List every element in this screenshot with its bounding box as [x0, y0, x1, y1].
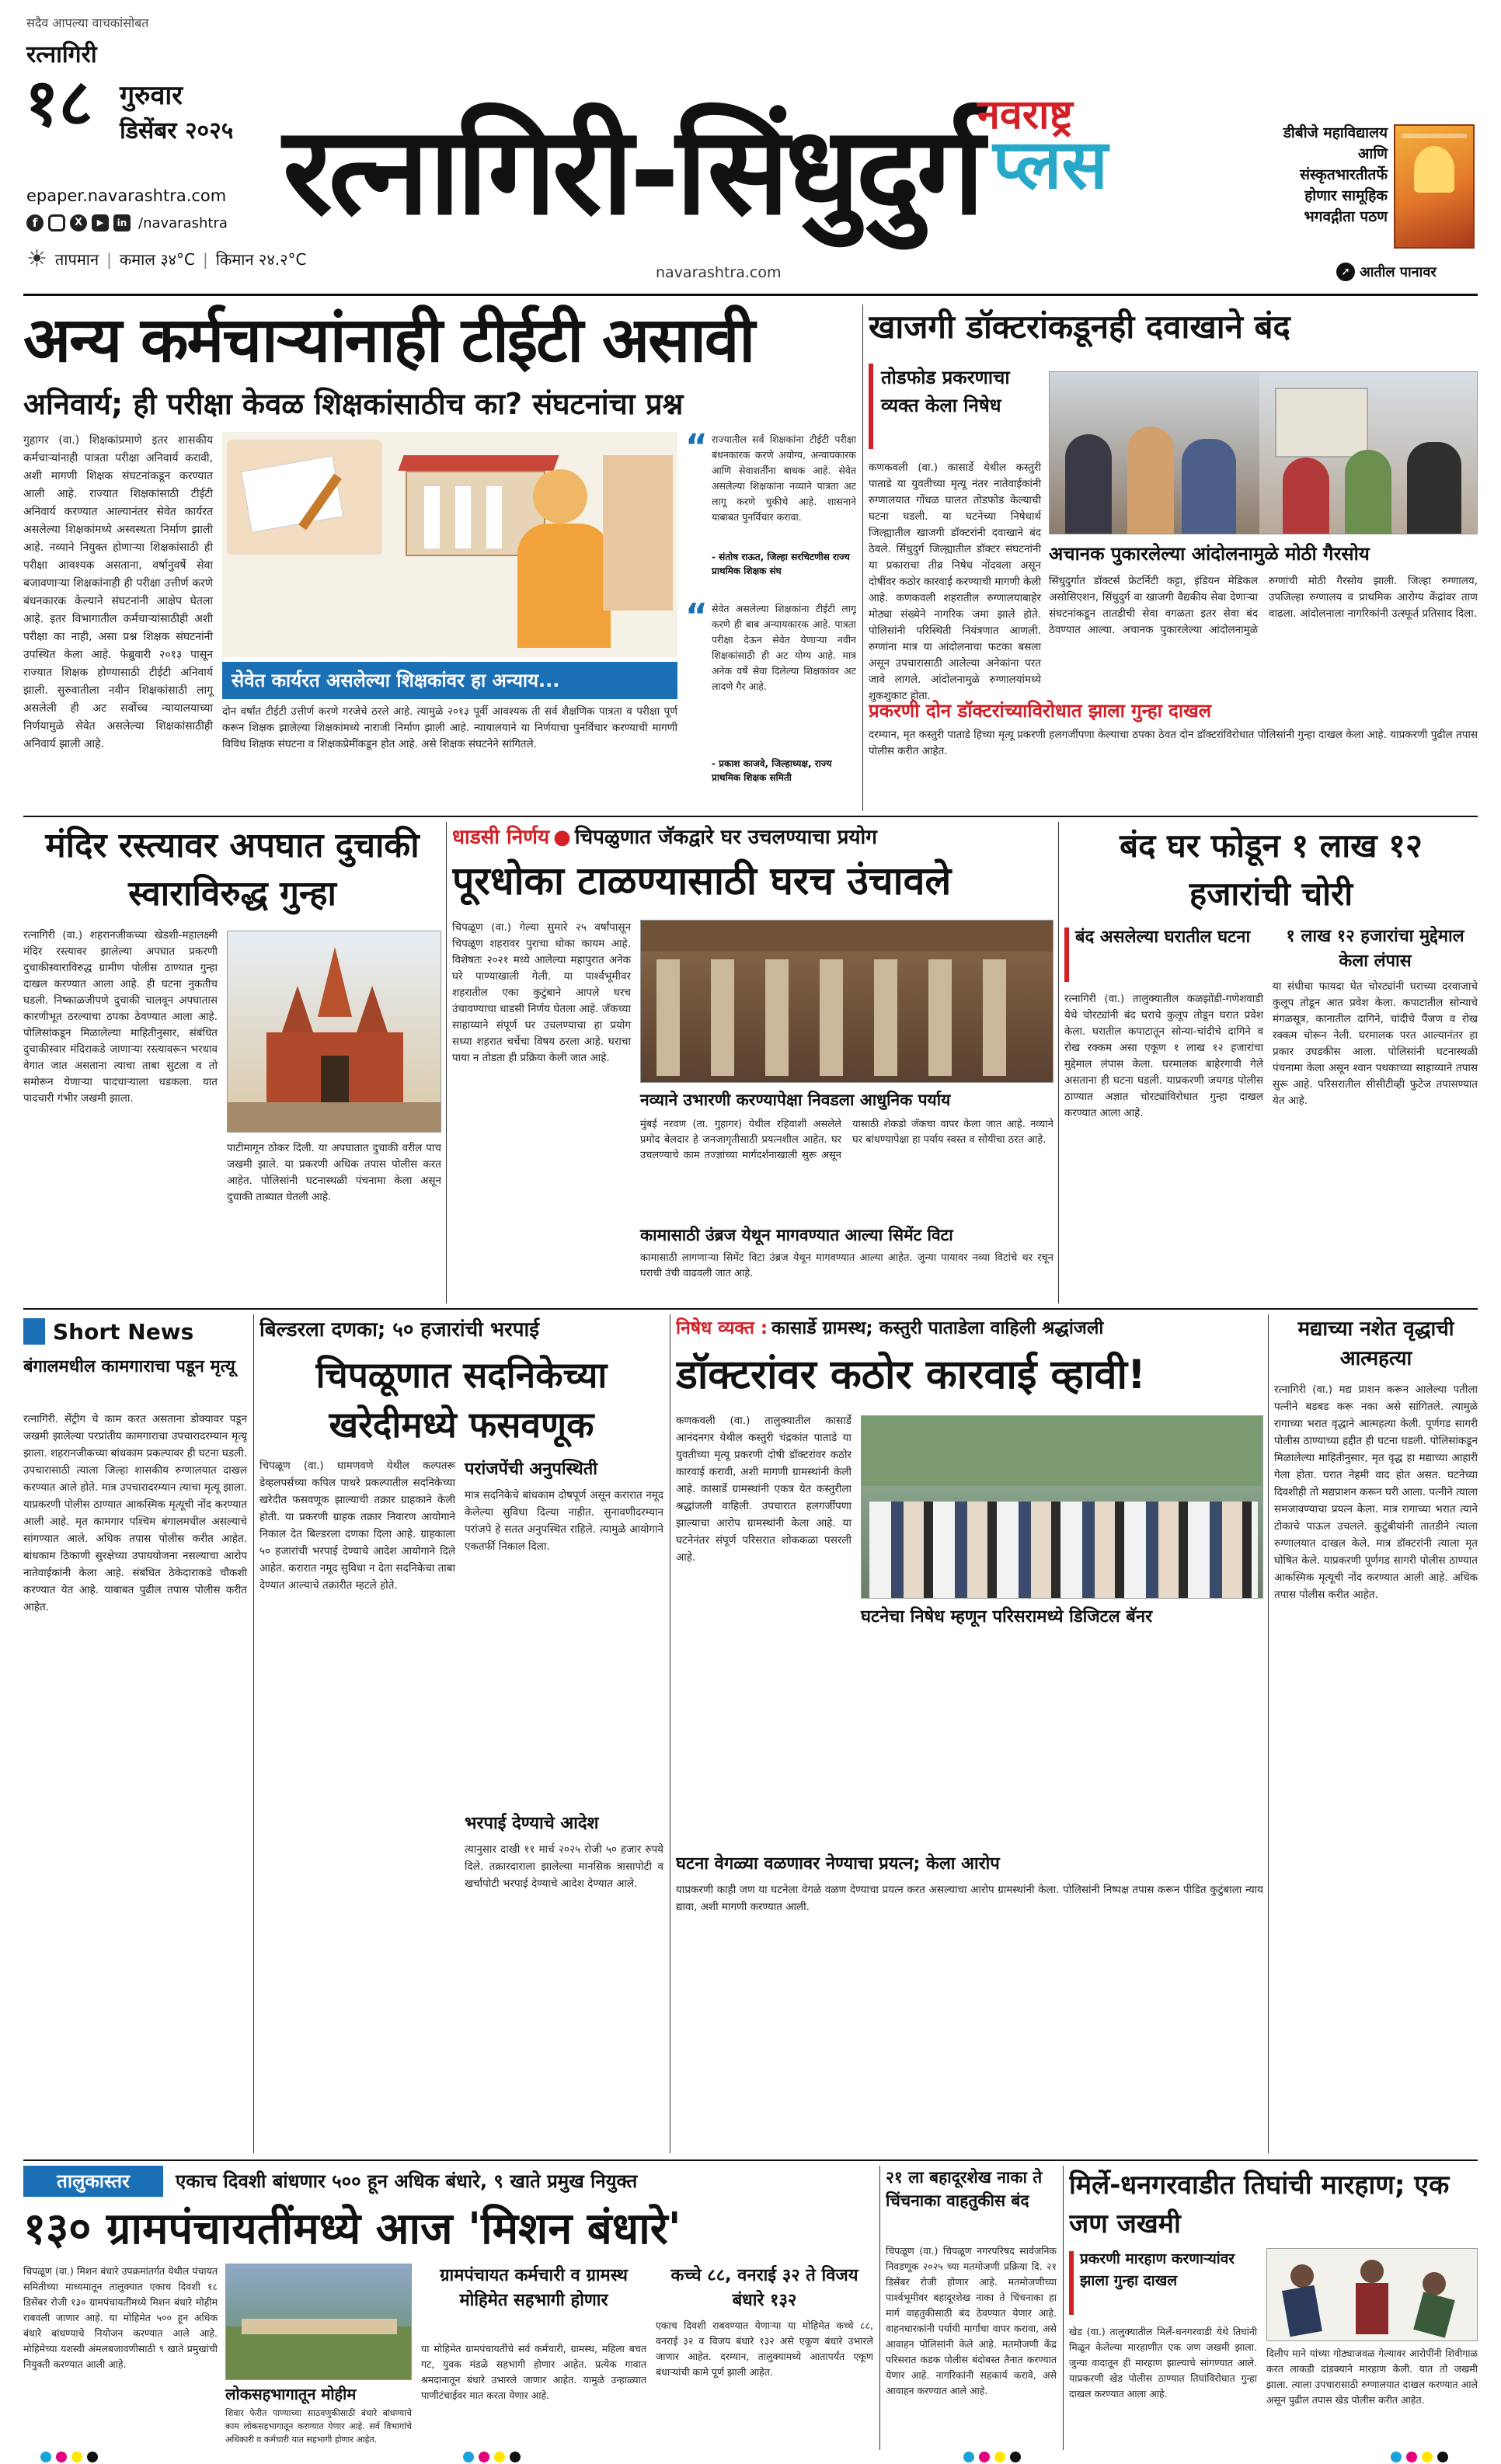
- doctor2-body: कणकवली (वा.) तालुक्यातील कासार्डे आनंदनगर येथील कस्तुरी चंद्रकांत पाताडे या युवतीच्या मृत्यू प्रकरणी दोषी डॉक्टरांवर कठोर कारवाई करावी, अशी मागणी ग्रामस्थांनी केली आहे. कासार्डे ग्रामस्थांनी एकत्र येत कस्तुरीला श्रद्धांजली वाहिली. उपचारात हलगर्जीपणा झाल्याचा आरोप ग्रामस्थांनी केला आहे. या घटनेनंतर संपूर्ण परिसरात शोककळा पसरली आहे.: [676, 1415, 851, 1564]
- promo-ad[interactable]: [1282, 123, 1478, 286]
- short-news: [23, 1314, 247, 2153]
- doctor2-photo-caption: घटनेचा निषेध म्हणून परिसरामध्ये डिजिटल बॅनर: [861, 1607, 1153, 1627]
- house-body: चिपळूण (वा.) गेल्या सुमारे २५ वर्षांपासून चिपळूण शहरावर पुराचा धोका कायम आहे. विशेषतः २०२१ मध्ये आलेल्या महापुरात अनेक घरे पाण्याखाली गेली. या पार्श्वभूमीवर शहरातील एका कुटुंबाने आपले घरच उंचावण्याचा धाडसी निर्णय घेतला आहे. जॅकच्या साहाय्याने संपूर्ण घर उचलण्याचा हा प्रयोग सध्या शहरात चर्चेचा विषय ठरला आहे. घराचा पाया न तोडता ही प्रक्रिया केली जात आहे.: [452, 921, 631, 1064]
- quote-block-2: [685, 597, 856, 805]
- dams-col-body: एकाच दिवशी राबवण्यात येणाऱ्या या मोहिमेत कच्चे ८८, वनराई ३२ व विजय बंधारे १३२ असे एकूण बंधारे उभारले जाणार आहेत. दरम्यान, तालुक्यामध्ये आतापर्यंत एकूण बंधाऱ्यांची कामे पूर्ण झाली आहेत.: [656, 2320, 873, 2378]
- dams-story: [23, 2166, 873, 2450]
- house-photo: [640, 920, 1053, 1083]
- doctor2-headline: डॉक्टरांवर कठोर कारवाई व्हावी!: [676, 1352, 1146, 1398]
- dams-headline: १३० ग्रामपंचायतींमध्ये आज 'मिशन बंधारे': [23, 2204, 681, 2254]
- bus-body: चिपळूण (वा.) चिपळूण नगरपरिषद सार्वजनिक निवडणूक २०२५ च्या मतमोजणी प्रक्रिया दि. २१ डिसेंबर रोजी होणार आहे. मतमोजणीच्या पार्श्वभूमीवर बहादूरशेख नाका ते चिंचनाका हा मार्ग वाहतुकीसाठी बंद ठेवण्यात येणार आहे. वाहनधारकांनी पर्यायी मार्गांचा वापर करावा, असे आवाहन पोलिसांनी केले आहे. मतमोजणी केंद्र परिसरात कडक पोलीस बंदोबस्त तैनात करण्यात येणार आहे. नागरिकांनी सहकार्य करावे, असे आवाहन करण्यात आले आहे.: [886, 2245, 1057, 2396]
- weather-label: तापमान: [54, 250, 99, 269]
- house-photo-caption: नव्याने उभारणी करण्यापेक्षा निवडला आधुनिक पर्याय: [640, 1091, 951, 1109]
- theft-sub: १ लाख १२ हजारांचा मुद्देमाल केला लंपास: [1286, 927, 1464, 971]
- short-news-label-row: [23, 1314, 247, 1349]
- doctor-sub: प्रकरणी दोन डॉक्टरांच्याविरोधात झाला गुन्हा दाखल: [869, 700, 1212, 722]
- linkedin-icon[interactable]: in: [113, 214, 131, 231]
- drunk-headline: मद्याच्या नशेत वृद्धाची आत्महत्या: [1297, 1317, 1454, 1370]
- theft-story: [1064, 822, 1478, 1303]
- house-sub: कामासाठी उंब्रज येथून मागवण्यात आल्या सिमेंट विटा: [640, 1226, 953, 1244]
- quote-mark-icon: “: [685, 427, 708, 467]
- doctor2-sub: घटना वेगळ्या वळणावर नेण्याचा प्रयत्न; केला आरोप: [676, 1854, 1000, 1874]
- dams-col-title: कच्चे ८८, वनराई ३२ ते विजय बंधारे १३२: [670, 2266, 858, 2310]
- sun-icon: ☀: [26, 245, 47, 273]
- theft-headline: बंद घर फोडून १ लाख १२ हजारांची चोरी: [1120, 827, 1423, 913]
- doctor2-kicker-2: कासार्डे ग्रामस्थ; कस्तुरी पाताडेला वाहिली श्रद्धांजली: [771, 1318, 1104, 1338]
- suicide-story: [1274, 1314, 1478, 2153]
- epaper-url[interactable]: epaper.navarashtra.com: [26, 186, 227, 205]
- builder-sub-2: भरपाई देण्याचे आदेश: [465, 1814, 599, 1833]
- fight-headline: मिर्ले-धनगरवाडीत तिघांची मारहाण; एक जण जखमी: [1069, 2170, 1450, 2240]
- facebook-icon[interactable]: f: [26, 214, 44, 231]
- doctor-body-2: सिंधुदुर्गात डॉक्टर्स फ्रेटर्निटी कट्टा, इंडियन मेडिकल असोसिएशन, सिंधुदुर्ग वा खाजगी वैद्यकीय सेवा देणाऱ्या संघटनांकडून तातडीची सेवा वगळता इतर सेवा बंद ठेवण्यात आल्या. अचानक पुकारलेल्या आंदोलनामुळे रुग्णांची मोठी गैरसोय झाली. जिल्हा रुग्णालय, उपजिल्हा रुग्णालय व प्राथमिक आरोग्य केंद्रांवर ताण वाढला. आंदोलनाला नागरिकांनी उत्स्फूर्त प्रतिसाद दिला.: [1049, 575, 1478, 636]
- edition-name: रत्नागिरी: [26, 41, 97, 68]
- promo-text: डीबीजे महाविद्यालय आणि संस्कृतभारतीतर्फे होणार सामूहिक भगवद्गीता पठण: [1283, 124, 1388, 225]
- lead-story: [23, 301, 856, 811]
- banner-body: दोन वर्षांत टीईटी उत्तीर्ण करणे गरजेचे ठरले आहे. त्यामुळे २०१३ पूर्वी आवश्यक ती सर्व शैक्षणिक पात्रता व परीक्षा पूर्ण करून शिक्षक झालेल्या शिक्षकांमध्ये नाराजी निर्माण झाली आहे. न्यायालयाने या निर्णयाचा पुनर्विचार करण्याची मागणी विविध शिक्षक संघटना व शिक्षकप्रेमींकडून होत आहे. असे शिक्षक संघटनेने सांगितले.: [222, 705, 677, 750]
- lead-illustration: [222, 432, 677, 657]
- promo-byline: ➚ आतील पानावर: [1336, 263, 1437, 281]
- doctor2-kicker-row: [676, 1314, 1263, 1345]
- brand-top: नवराष्ट्र: [977, 92, 1073, 138]
- tagline: सदैव आपल्या वाचकांसोबत: [26, 16, 149, 30]
- traffic-story: [886, 2166, 1057, 2450]
- doctor2-kicker: निषेध व्यक्त :: [676, 1318, 768, 1338]
- lead-body: गुहागर (वा.) शिक्षकांप्रमाणे इतर शासकीय कर्मचाऱ्यांनाही पात्रता परीक्षा अनिवार्य करावी, अशी मागणी शिक्षक संघटनांकडून करण्यात आली आहे. राज्यात शिक्षकांसाठी टीईटी अनिवार्य करण्यात आल्यानंतर सेवेत कार्यरत असलेल्या शिक्षकांमध्ये अस्वस्थता निर्माण झाली आहे. नव्याने नियुक्त होणाऱ्या शिक्षकांसाठी ही परीक्षा आवश्यक असताना, वर्षानुवर्षे सेवा बजावणाऱ्या शिक्षकांनाही ही परीक्षा उत्तीर्ण करणे बंधनकारक केल्याने संघटनांनी आक्षेप घेतला आहे. इतर विभागातील कर्मचाऱ्यांसाठीही अशी परीक्षा का नाही, असा प्रश्न शिक्षक संघटनांनी उपस्थित केला आहे. फेब्रुवारी २०१३ पासून राज्यात शिक्षक होण्यासाठी टीईटी अनिवार्य झाली. सुरुवातीला नवीन शिक्षकांसाठी लागू असलेली ही अट सर्वोच्च न्यायालयाच्या निर्णयामुळे सेवेत असलेल्या शिक्षकांसाठीही अनिवार्य झाली आहे.: [23, 434, 213, 750]
- lead-headline: अन्य कर्मचाऱ्यांनाही टीईटी असावी: [23, 304, 754, 376]
- brand-bottom: प्लस: [993, 124, 1108, 204]
- dams-photo: [225, 2264, 412, 2380]
- house-kicker-2: चिपळुणात जॅकद्वारे घर उचलण्याचा प्रयोग: [574, 826, 877, 849]
- bus-headline: २१ ला बहादूरशेख नाका ते चिंचनाका वाहतुकीस बंद: [886, 2168, 1043, 2210]
- paper-title: रत्नागिरी-सिंधुदुर्ग: [283, 100, 981, 242]
- builder-kicker: बिल्डरला दणका; ५० हजारांची भरपाई: [259, 1318, 540, 1342]
- doctor-action-story: [676, 1314, 1263, 2153]
- house-body-2: मुंबई नरवण (ता. गुहागर) येथील रहिवाशी असलेले प्रमोद बेलदार हे जनजागृतीसाठी प्रयत्नशील आहेत. घर उचलण्याचे काम तज्ज्ञांच्या मार्गदर्शनाखाली सुरू असून यासाठी शेकडो जॅकचा वापर केला जात आहे. नव्याने घर बांधण्यापेक्षा हा पर्याय स्वस्त व सोयीचा ठरत आहे.: [640, 1119, 1053, 1161]
- builder-sub-body: मात्र सदनिकेचे बांधकाम दोषपूर्ण असून करारात नमूद केलेल्या सुविधा दिल्या नाहीत. सुनावणीदरम्यान परांजपे हे सतत अनुपस्थित राहिले. त्यामुळे आयोगाने एकतर्फी निकाल दिला.: [465, 1489, 663, 1553]
- fight-illustration: [1266, 2248, 1478, 2341]
- temple-body-2: पाटीमागून ठोकर दिली. या अपघातात दुचाकी वरील पाच जखमी झाले. या प्रकरणी अधिक तपास पोलीस करत आहेत. पोलिसांनी घटनास्थळी पंचनामा केला असून दुचाकी ताब्यात घेतली आहे.: [227, 1142, 441, 1203]
- quote1-text: राज्यातील सर्व शिक्षकांना टीईटी परीक्षा बंधनकारक करणे अयोग्य, अन्यायकारक आणि सेवाशर्तींना बाधक आहे. सेवेत असलेल्या शिक्षकांना नव्याने पात्रता अट लागू करणे चुकीचे आहे. शासनाने याबाबत पुनर्विचार करावा.: [712, 433, 856, 523]
- theft-tag: बंद असलेल्या घरातील घटना: [1075, 927, 1251, 947]
- temp-min: किमान २४.२°C: [215, 250, 307, 269]
- social-handle[interactable]: /navarashtra: [138, 214, 228, 231]
- house-sub-body: कामासाठी लागणाऱ्या सिमेंट विटा उंब्रज येथून मागवण्यात आल्या आहेत. जुन्या पायावर नव्या विटांचे थर रचून घराची उंची वाढवली जात आहे.: [640, 1252, 1053, 1279]
- dams-photo-body: शिवार फेरीत पाण्याच्या साठवणुकीसाठी बंधारे बांधण्याचे काम लोकसहभागातून करण्यात येणार आहे. सर्व विभागांचे अधिकारी व कर्मचारी यात सहभागी होणार आहेत.: [225, 2408, 412, 2445]
- month-year: डिसेंबर २०२५: [120, 117, 234, 144]
- lead-banner: [222, 662, 677, 805]
- lead-subhead: अनिवार्य; ही परीक्षा केवळ शिक्षकांसाठीच का? संघटनांचा प्रश्न: [23, 387, 684, 421]
- temple-body: रत्नागिरी (वा.) शहरानजीकच्या खेडशी-महालक्ष्मी मंदिर रस्त्यावर झालेल्या अपघात प्रकरणी दुचाकीस्वाराविरुद्ध ग्रामीण पोलीस ठाण्यात गुन्हा दाखल करण्यात आला आहे. ही घटना नुकतीच घडली. निष्काळजीपणे दुचाकी चालवून अपघातास कारणीभूत ठरल्याचा ठपका ठेवण्यात आला आहे. पोलिसांकडून मिळालेल्या माहितीनुसार, संबंधित दुचाकीस्वार मंदिराकडे जाणाऱ्या रस्त्यावरून भरधाव वेगात जात असताना त्याचा ताबा सुटला व तो समोरून येणाऱ्या पादचाऱ्याला धडकला. यात पादचारी गंभीर जखमी झाला.: [23, 929, 218, 1105]
- drunk-body: रत्नागिरी (वा.) मद्य प्राशन करून आलेल्या पतीला पत्नीने बडबड करू नका असे सांगितले. त्यामुळे रागाच्या भरात वृद्धाने आत्महत्या केली. पूर्णगड सागरी पोलीस ठाण्याच्या हद्दीत ही घटना घडली. पोलिसांकडून मिळालेल्या माहितीनुसार, मृत वृद्ध हा मद्याच्या आहारी गेला होता. घरात नेहमी वाद होत असत. घटनेच्या दिवशीही तो मद्यप्राशन करून घरी आला. पत्नीने त्याला समजावण्याचा प्रयत्न केला. मात्र रागाच्या भरात त्याने टोकाचे पाऊल उचलले. कुटुंबीयांनी तातडीने त्याला रुग्णालयात दाखल केले. मात्र डॉक्टरांनी त्याला मृत घोषित केले. याप्रकरणी पूर्णगड सागरी पोलीस ठाण्यात आकस्मिक मृत्यूची नोंद करण्यात आली आहे. अधिक तपास पोलीस करीत आहेत.: [1274, 1383, 1478, 1601]
- doctor2-sub-body: याप्रकरणी काही जण या घटनेला वेगळे वळण देण्याचा प्रयत्न करत असल्याचा आरोप ग्रामस्थांनी केला. पोलिसांनी निष्पक्ष तपास करून पीडित कुटुंबाला न्याय द्यावा, अशी मागणी करण्यात आली.: [676, 1884, 1263, 1913]
- fight-body: खेड (वा.) तालुक्यातील मिर्ले-धनगरवाडी येथे तिघांनी मिळून केलेल्या मारहाणीत एक जण जखमी झाला. जुन्या वादातून ही मारहाण झाल्याचे सांगण्यात आले. याप्रकरणी खेड पोलीस ठाण्यात तिघांविरोधात गुन्हा दाखल करण्यात आला आहे.: [1069, 2326, 1257, 2400]
- twitter-icon[interactable]: X: [70, 214, 87, 231]
- house-kicker-row: धाडसी निर्णय ● चिपळुणात जॅकद्वारे घर उचलण्याचा प्रयोग: [452, 826, 877, 849]
- dams-kicker: एकाच दिवशी बांधणार ५०० हून अधिक बंधारे, ९ खाते प्रमुख नियुक्त: [176, 2170, 638, 2192]
- temp-max: कमाल ३४°C: [119, 250, 196, 269]
- house-kicker: धाडसी निर्णय: [452, 826, 550, 849]
- fight-body-2: दिलीप माने यांच्या गोठ्याजवळ गेल्यावर आरोपींनी शिवीगाळ करत लाकडी दांडक्याने मारहाण केली. यात तो जखमी झाला. त्याला उपचारासाठी रुग्णालयात दाखल करण्यात आले असून पुढील तपास खेड पोलीस करीत आहेत.: [1266, 2347, 1478, 2406]
- sn-logo-icon: [23, 1318, 45, 1345]
- theft-body: रत्नागिरी (वा.) तालुक्यातील कळझोंडी-गणेशवाडी येथे चोरट्यांनी बंद घराचे कुलूप तोडून घरात प्रवेश केला. घरातील कपाटातून सोन्या-चांदीचे दागिने व रोख रक्कम असा एकूण १ लाख १२ हजारांचा मुद्देमाल लंपास केला. घरमालक बाहेरगावी गेले असताना ही घटना घडली. याप्रकरणी जयगड पोलीस ठाण्यात अज्ञात चोरट्यांविरोधात गुन्हा दाखल करण्यात आला आहे.: [1064, 993, 1263, 1119]
- doctor2-photo: [861, 1415, 1263, 1599]
- dams-body: चिपळूण (वा.) मिशन बंधारे उपक्रमांतर्गत येथील पंचायत समितीच्या माध्यमातून तालुक्यात एकाच दिवशी १८ डिसेंबर रोजी १३० ग्रामपंचायतींमध्ये मिशन बंधारे मोहीम राबवली जाणार आहे. या मोहिमेत ५०० हून अधिक बंधारे बांधण्याचे नियोजन करण्यात आले आहे. मोहिमेच्या यशस्वी अंमलबजावणीसाठी ९ खाते प्रमुखांची नियुक्ती करण्यात आली आहे.: [23, 2265, 218, 2370]
- quote2-byline: - प्रकाश काजवे, जिल्हाध्यक्ष, राज्य प्राथमिक शिक्षक समिती: [712, 758, 832, 783]
- weekday: गुरुवार: [120, 80, 183, 111]
- quote2-text: सेवेत असलेल्या शिक्षकांना टीईटी लागू करणे ही बाब अन्यायकारक आहे. पात्रता परीक्षा देऊन सेवेत येणाऱ्या नवीन शिक्षकांसाठी ही अट योग्य आहे. मात्र अनेक वर्षे सेवा दिलेल्या शिक्षकांवर अट लादणे गैर आहे.: [712, 603, 856, 692]
- registration-marks-center: [463, 2452, 521, 2462]
- short-news-label: Short News: [53, 1318, 194, 1345]
- quote-block-1: [685, 427, 856, 592]
- short-news-body: रत्नागिरी. सेंट्रीग चे काम करत असताना डोक्यावर पडून जखमी झालेल्या परप्रांतीय कामगाराचा उपचारादरम्यान मृत्यू झाला. शहरानजीकच्या बांधकाम प्रकल्पावर ही घटना घडली. उपचारासाठी त्याला जिल्हा शासकीय रुग्णालयात दाखल करण्यात आले होते. मात्र उपचारादरम्यान त्याचा मृत्यू झाला. याप्रकरणी पोलीस ठाण्यात आकस्मिक मृत्यूची नोंद करण्यात आली आहे. मृत कामगार पश्चिम बंगालमधील असल्याचे सांगण्यात आले. अधिक तपास पोलीस करीत आहेत. बांधकाम ठिकाणी सुरक्षेच्या उपाययोजना नसल्याचा आरोप नातेवाईकांनी केला आहे. संबंधित ठेकेदाराकडे चौकशी करण्यात येत आहे. याबाबत पुढील तपास पोलीस करीत आहेत.: [23, 1413, 247, 1613]
- assault-story: [1069, 2166, 1478, 2450]
- arrow-icon: ➚: [1336, 263, 1355, 281]
- quote-mark-icon: “: [685, 597, 708, 636]
- builder-sub: परांजपेंची अनुपस्थिती: [465, 1460, 597, 1479]
- temple-photo: [227, 931, 441, 1133]
- doctor-body: कणकवली (वा.) कासार्डे येथील कस्तुरी पाताडे या युवतीच्या मृत्यू नंतर नातेवाईकांनी रुग्णालयात गोंधळ घालत तोडफोड केल्याची घटना घडली. या घटनेच्या निषेधार्थ जिल्ह्यातील खाजगी डॉक्टरांनी दवाखाने बंद ठेवले. सिंधुदुर्ग जिल्ह्यातील डॉक्टर संघटनांनी या प्रकाराचा तीव्र निषेध नोंदवला असून दोषींवर कठोर कारवाई करण्याची मागणी केली आहे. कणकवली शहरातील रुग्णालयाबाहेर मोठ्या संख्येने नागरिक जमा झाले होते. पोलिसांनी परिस्थिती नियंत्रणात आणली. रुग्णांना मात्र या आंदोलनाचा फटका बसला असून उपचारासाठी आलेल्या अनेकांना परत जावे लागले. आंदोलनामुळे रुग्णालयांमध्ये शुकशुकाट होता.: [869, 461, 1041, 702]
- weather: ☀ तापमान | कमाल ३४°C | किमान २४.२°C: [26, 245, 307, 273]
- book-cover-image: [1394, 124, 1475, 249]
- instagram-icon[interactable]: [48, 214, 65, 231]
- registration-marks-right: [1391, 2452, 1448, 2462]
- registration-marks-left: [40, 2452, 98, 2462]
- dams-label: तालुकास्तर: [23, 2166, 163, 2197]
- fight-tag: प्रकरणी मारहाण करणाऱ्यांवर झाला गुन्हा दाखल: [1080, 2250, 1235, 2289]
- youtube-icon[interactable]: ▶: [92, 214, 109, 231]
- builder-body: चिपळूण (वा.) धामणवणे येथील कल्पतरू डेव्हलपर्सच्या कपिल पाथरे प्रकल्पातील सदनिकेच्या खरेदीत फसवणूक झाल्याची तक्रार ग्राहकाने केली होती. या प्रकरणी ग्राहक तक्रार निवारण आयोगाने निकाल देत बिल्डरला दणका दिला आहे. ग्राहकाला ५० हजारांची भरपाई देण्याचे आदेश आयोगाने दिले आहेत. करारात नमूद सुविधा न देता सदनिकेचा ताबा देण्यात आल्याचे तक्रारीत म्हटले होते.: [259, 1460, 455, 1592]
- doctor-headline: खाजगी डॉक्टरांकडूनही दवाखाने बंद: [869, 308, 1290, 346]
- builder-story: [259, 1314, 663, 2153]
- dams-box-body: या मोहिमेत ग्रामपंचायतींचे सर्व कर्मचारी, ग्रामस्थ, महिला बचत गट, युवक मंडळे सहभागी होणार आहेत. प्रत्येक गावात श्रमदानातून बंधारे उभारले जाणार आहेत. यामुळे उन्हाळ्यात पाणीटंचाईवर मात करता येणार आहे.: [421, 2343, 646, 2401]
- dams-photo-caption: लोकसहभागातून मोहीम: [225, 2385, 357, 2403]
- doctor-sub-body: दरम्यान, मृत कस्तुरी पाताडे हिच्या मृत्यू प्रकरणी हलगर्जीपणा केल्याचा ठपका ठेवत दोन डॉक्टरांविरोधात पोलिसांनी गुन्हा दाखल केला आहे. याप्रकरणी पुढील तपास पोलीस करीत आहेत.: [869, 729, 1478, 757]
- banner-title: सेवेत कार्यरत असलेल्या शिक्षकांवर हा अन्याय...: [222, 662, 677, 699]
- date-number: १८: [25, 64, 93, 141]
- house-headline: पूरधोका टाळण्यासाठी घरच उंचावले: [452, 858, 952, 903]
- masthead: [23, 11, 1478, 291]
- short-news-headline: बंगालमधील कामगाराचा पडून मृत्यू: [23, 1357, 235, 1376]
- website-url[interactable]: navarashtra.com: [656, 264, 782, 281]
- temple-story: [23, 822, 441, 1303]
- doctor-tag: तोडफोड प्रकरणाचा व्यक्त केला निषेध: [881, 367, 1010, 416]
- builder-headline: चिपळूणात सदनिकेच्या खरेदीमध्ये फसवणूक: [315, 1354, 608, 1446]
- house-lift-story: [452, 822, 1053, 1303]
- quote1-byline: - संतोष राऊत, जिल्हा सरचिटणीस राज्य प्राथमिक शिक्षक संघ: [712, 552, 850, 576]
- registration-marks-center-2: [963, 2452, 1021, 2462]
- dams-box-title: ग्रामपंचायत कर्मचारी व ग्रामस्थ मोहिमेत सहभागी होणार: [440, 2266, 628, 2310]
- social-icons: [26, 214, 228, 231]
- theft-body-2: या संधीचा फायदा घेत चोरट्यांनी घराच्या दरवाजाचे कुलूप तोडून आत प्रवेश केला. कपाटातील सोन्याचे मंगळसूत्र, कानातील दागिने, चांदीचे पैंजण व रोख रक्कम चोरून नेली. घरमालक परत आल्यानंतर हा प्रकार उघडकीस आला. पोलिसांनी घटनास्थळी पंचनामा केला असून श्वान पथकाच्या साहाय्याने तपास सुरू आहे. परिसरातील सीसीटीव्ही फुटेज तपासण्यात येत आहे.: [1273, 980, 1478, 1107]
- doctor-photo: [1049, 371, 1478, 534]
- doctor-photo-caption: अचानक पुकारलेल्या आंदोलनामुळे मोठी गैरसोय: [1049, 543, 1370, 565]
- doctor-story: [869, 305, 1478, 811]
- brand-logo: [962, 85, 1195, 202]
- temple-headline: मंदिर रस्त्यावर अपघात दुचाकी स्वाराविरुद्ध गुन्हा: [45, 826, 420, 914]
- builder-sub2-body: त्यानुसार दाखी ११ मार्च २०२५ रोजी ५० हजार रुपये दिले. तक्रारदाराला झालेल्या मानसिक त्रासापोटी व खर्चापोटी भरपाई देण्याचे आदेश देण्यात आले.: [465, 1843, 663, 1890]
